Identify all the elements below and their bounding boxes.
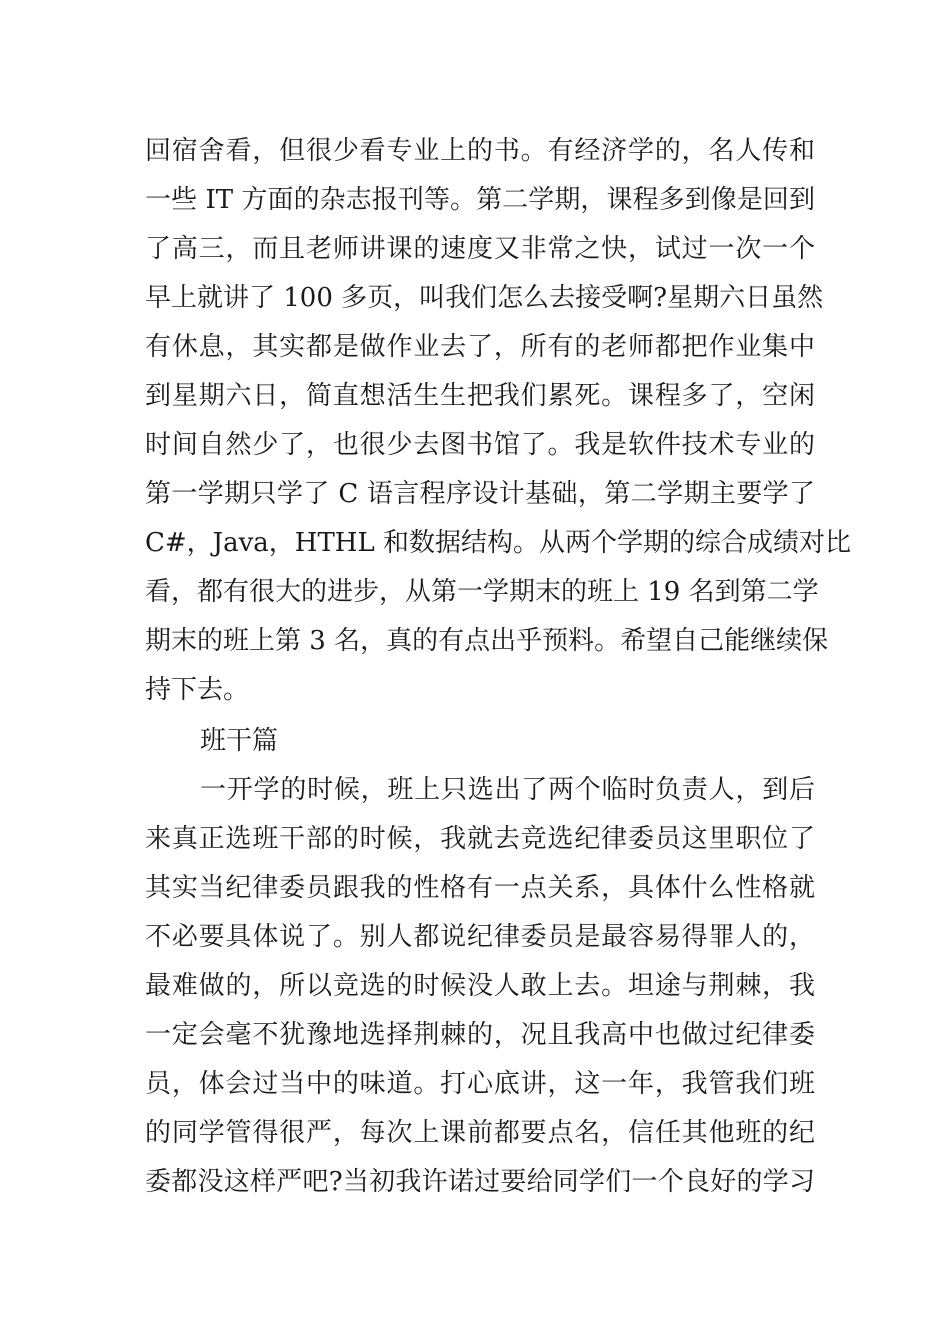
text-line-6: 到星期六日，简直想活生生把我们累死。课程多了，空闲 [145, 381, 815, 411]
text-line-10: 看，都有很大的进步，从第一学期末的班上 19 名到第二学 [145, 577, 819, 607]
text-line-9: C#，Java，HTHL 和数据结构。从两个学期的综合成绩对比 [145, 528, 852, 558]
text-line-18: 最难做的，所以竞选的时候没人敢上去。坦途与荆棘，我 [145, 971, 815, 1001]
text-line-4: 早上就讲了 100 多页，叫我们怎么去接受啊?星期六日虽然 [145, 283, 824, 313]
text-line-15: 来真正选班干部的时候，我就去竞选纪律委员这里职位了 [145, 824, 815, 854]
text-line-12: 持下去。 [145, 675, 250, 705]
text-line-7: 时间自然少了，也很少去图书馆了。我是软件技术专业的 [145, 430, 815, 460]
text-line-5: 有休息，其实都是做作业去了，所有的老师都把作业集中 [145, 332, 815, 362]
text-line-11: 期末的班上第 3 名，真的有点出乎预料。希望自己能继续保 [145, 626, 829, 656]
text-line-22: 委都没这样严吧?当初我许诺过要给同学们一个良好的学习 [145, 1167, 815, 1197]
text-line-3: 了高三，而且老师讲课的速度又非常之快，试过一次一个 [145, 234, 815, 264]
text-line-2: 一些 IT 方面的杂志报刊等。第二学期，课程多到像是回到 [145, 185, 815, 215]
text-line-16: 其实当纪律委员跟我的性格有一点关系，具体什么性格就 [145, 873, 815, 903]
text-line-20: 员，体会过当中的味道。打心底讲，这一年，我管我们班 [145, 1069, 815, 1099]
section-heading: 班干篇 [200, 726, 279, 756]
text-line-1: 回宿舍看，但很少看专业上的书。有经济学的，名人传和 [145, 136, 815, 166]
text-line-8: 第一学期只学了 C 语言程序设计基础，第二学期主要学了 [145, 479, 815, 509]
text-line-17: 不必要具体说了。别人都说纪律委员是最容易得罪人的， [145, 922, 815, 952]
text-line-19: 一定会毫不犹豫地选择荆棘的，况且我高中也做过纪律委 [145, 1020, 815, 1050]
text-line-14: 一开学的时候，班上只选出了两个临时负责人，到后 [200, 775, 815, 805]
text-line-21: 的同学管得很严，每次上课前都要点名，信任其他班的纪 [145, 1118, 815, 1148]
